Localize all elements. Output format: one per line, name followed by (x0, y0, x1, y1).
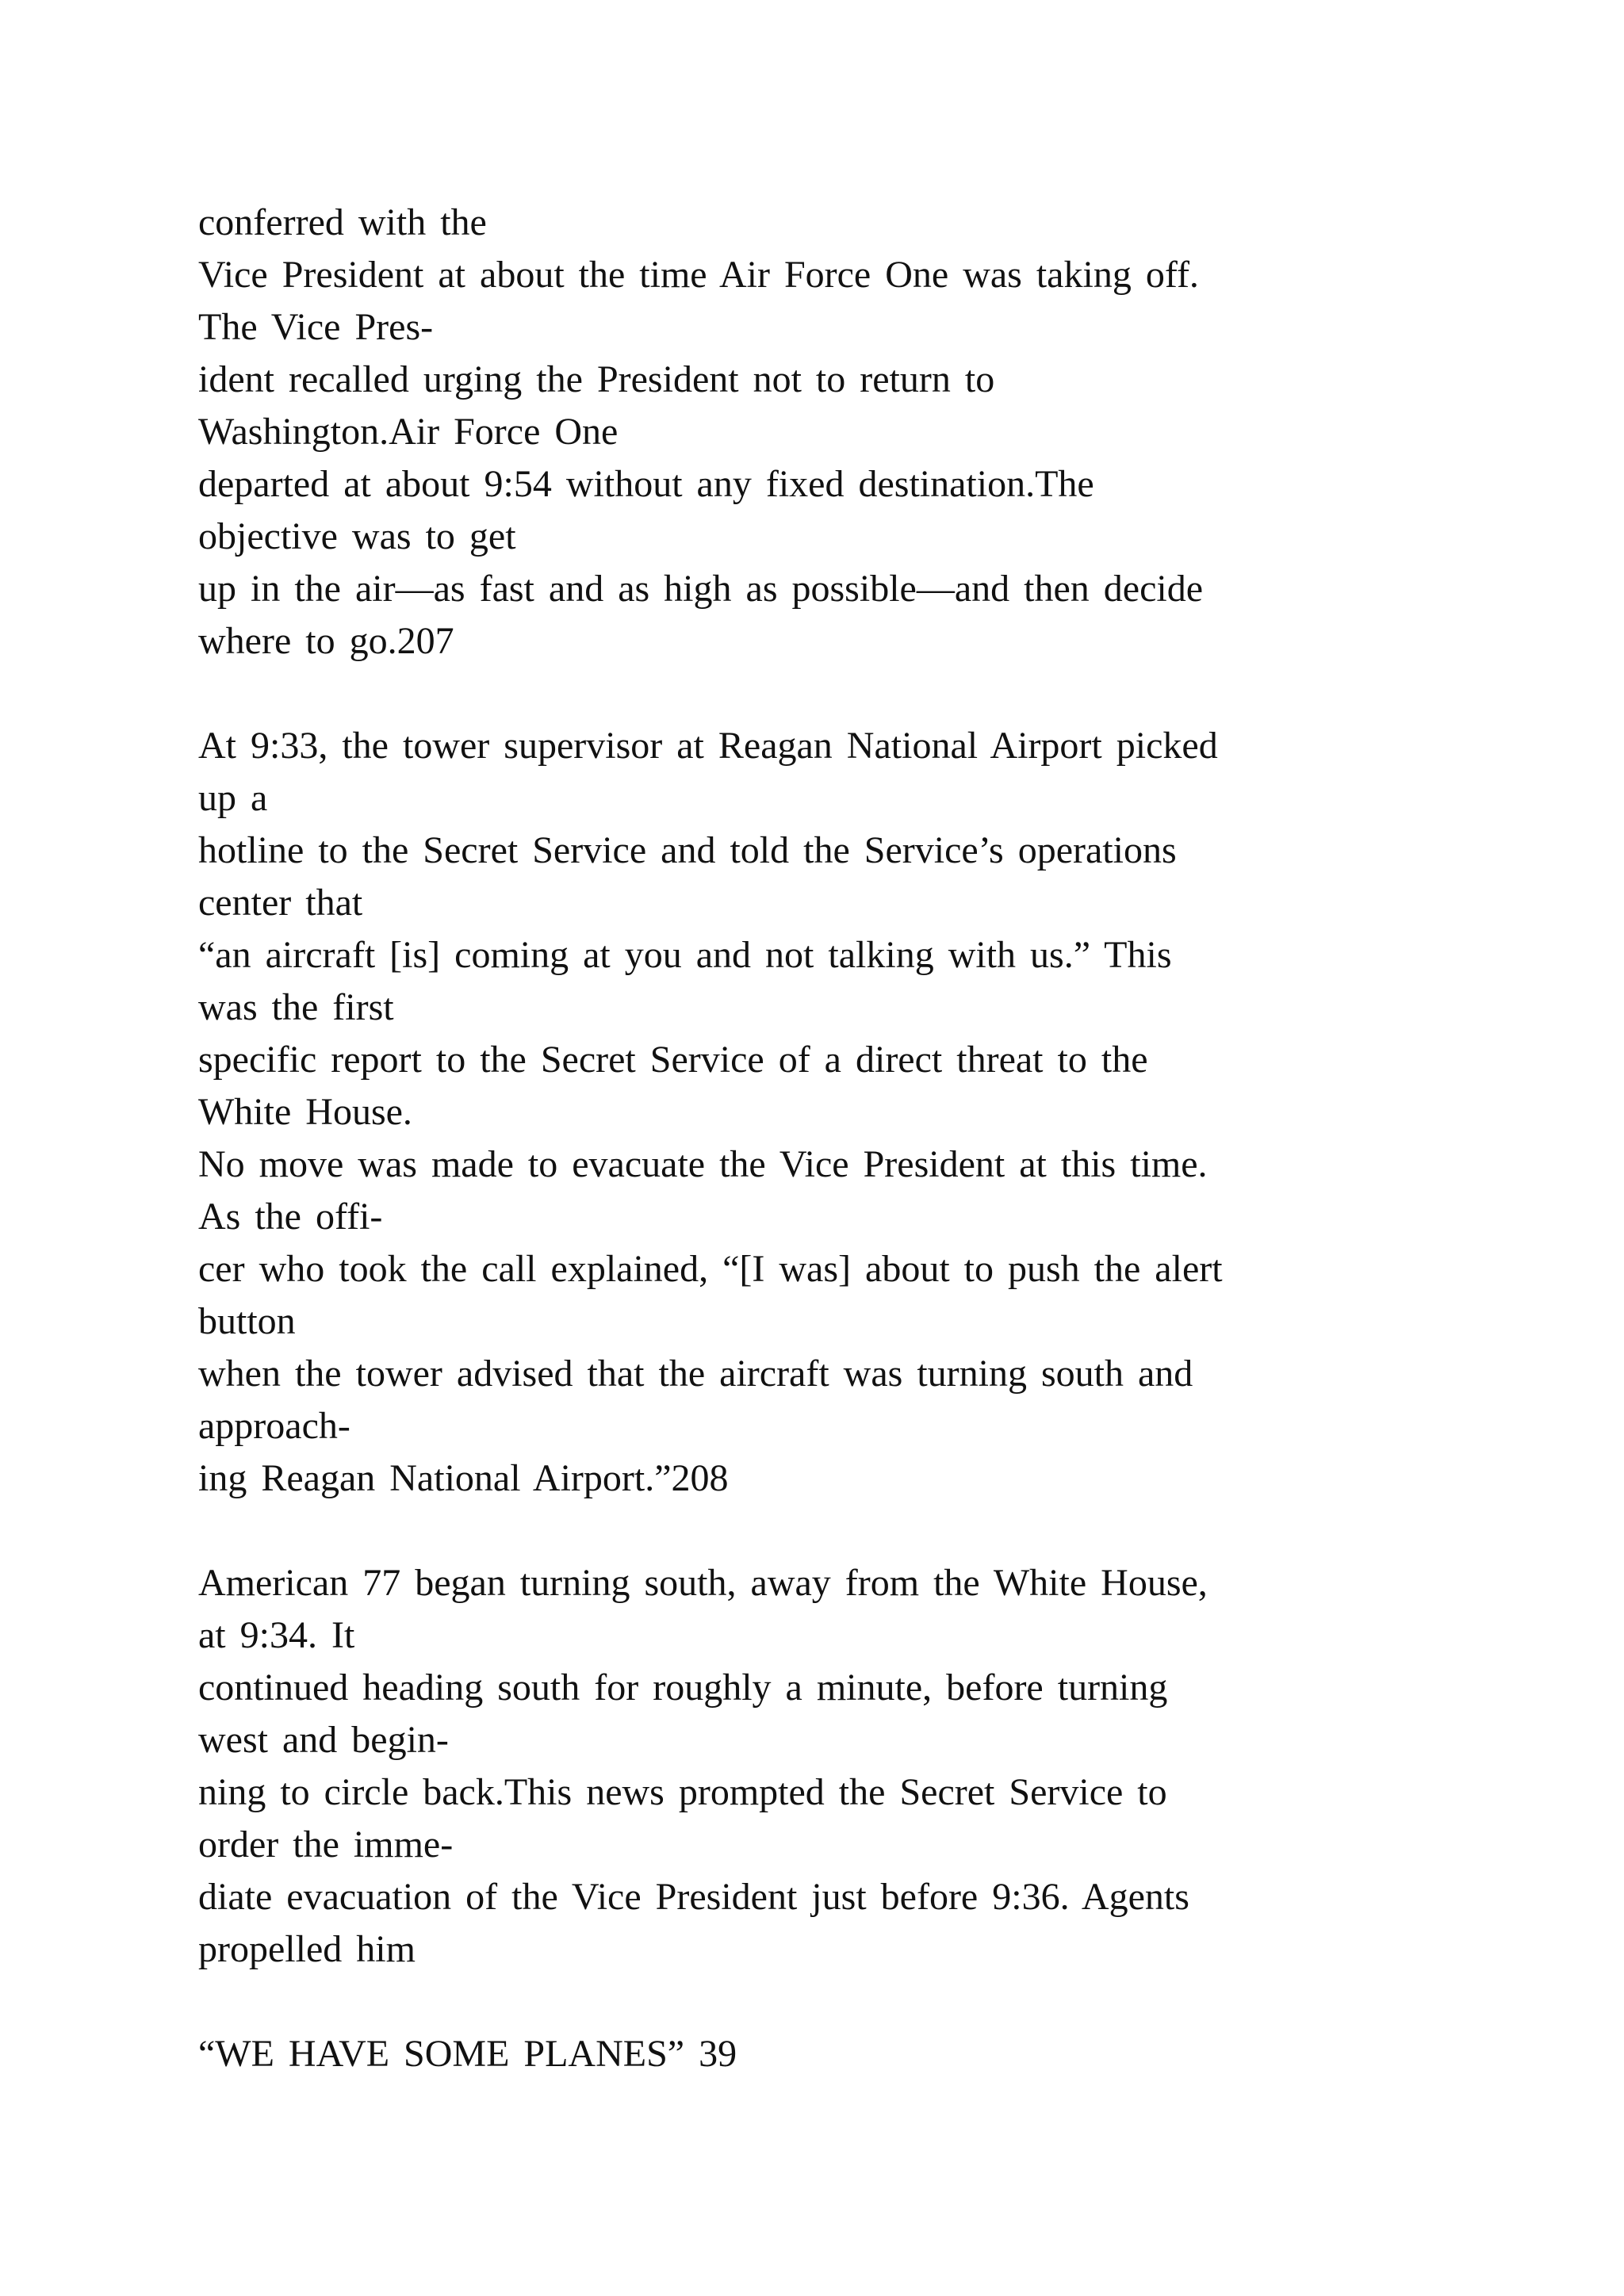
text-line: when the tower advised that the aircraft was turning south and (198, 1353, 1193, 1395)
text-line: No move was made to evacuate the Vice President at this time. (198, 1143, 1208, 1185)
text-line: departed at about 9:54 without any fixed destination.The (198, 463, 1094, 505)
text-line: hotline to the Secret Service and told the Service’s operations (198, 829, 1177, 871)
text-line: center that (198, 882, 363, 924)
text-line: ning to circle back.This news prompted the Secret Service to (198, 1771, 1167, 1813)
text-line: ing Reagan National Airport.”208 (198, 1457, 729, 1499)
text-line: west and begin- (198, 1719, 449, 1761)
text-line: The Vice Pres- (198, 306, 434, 348)
paragraph-gap (198, 1976, 1546, 2028)
text-line: propelled him (198, 1928, 416, 1970)
text-line: Washington.Air Force One (198, 411, 619, 453)
text-line: up a (198, 777, 268, 819)
text-line: cer who took the call explained, “[I was] about to push the alert (198, 1248, 1223, 1290)
text-line: At 9:33, the tower supervisor at Reagan National Airport picked (198, 725, 1218, 767)
paragraph-gap (198, 668, 1546, 720)
text-line: As the offi- (198, 1196, 383, 1238)
text-line: American 77 began turning south, away from the White House, (198, 1562, 1208, 1604)
text-line: was the first (198, 986, 394, 1028)
body-text (198, 197, 1546, 2080)
text-line: ident recalled urging the President not to return to (198, 358, 995, 400)
text-line: approach- (198, 1405, 350, 1447)
paragraph (198, 197, 1546, 668)
paragraph (198, 1557, 1546, 1976)
text-line: order the imme- (198, 1823, 454, 1866)
text-line: White House. (198, 1091, 412, 1133)
text-line: continued heading south for roughly a minute, before turning (198, 1667, 1168, 1709)
text-line: at 9:34. It (198, 1614, 355, 1656)
text-line: Vice President at about the time Air Force One was taking off. (198, 254, 1199, 296)
text-line: up in the air—as fast and as high as possible—and then decide (198, 568, 1204, 610)
text-line: button (198, 1300, 296, 1342)
text-line: objective was to get (198, 515, 516, 557)
text-line: specific report to the Secret Service of a direct threat to the (198, 1039, 1148, 1081)
text-line: diate evacuation of the Vice President just before 9:36. Agents (198, 1876, 1189, 1918)
text-line: where to go.207 (198, 620, 454, 662)
paragraph (198, 720, 1546, 1505)
paragraph-gap (198, 1505, 1546, 1557)
text-line: “an aircraft [is] coming at you and not talking with us.” This (198, 934, 1172, 976)
running-footer: “WE HAVE SOME PLANES” 39 (198, 2033, 737, 2075)
text-line: conferred with the (198, 201, 487, 243)
